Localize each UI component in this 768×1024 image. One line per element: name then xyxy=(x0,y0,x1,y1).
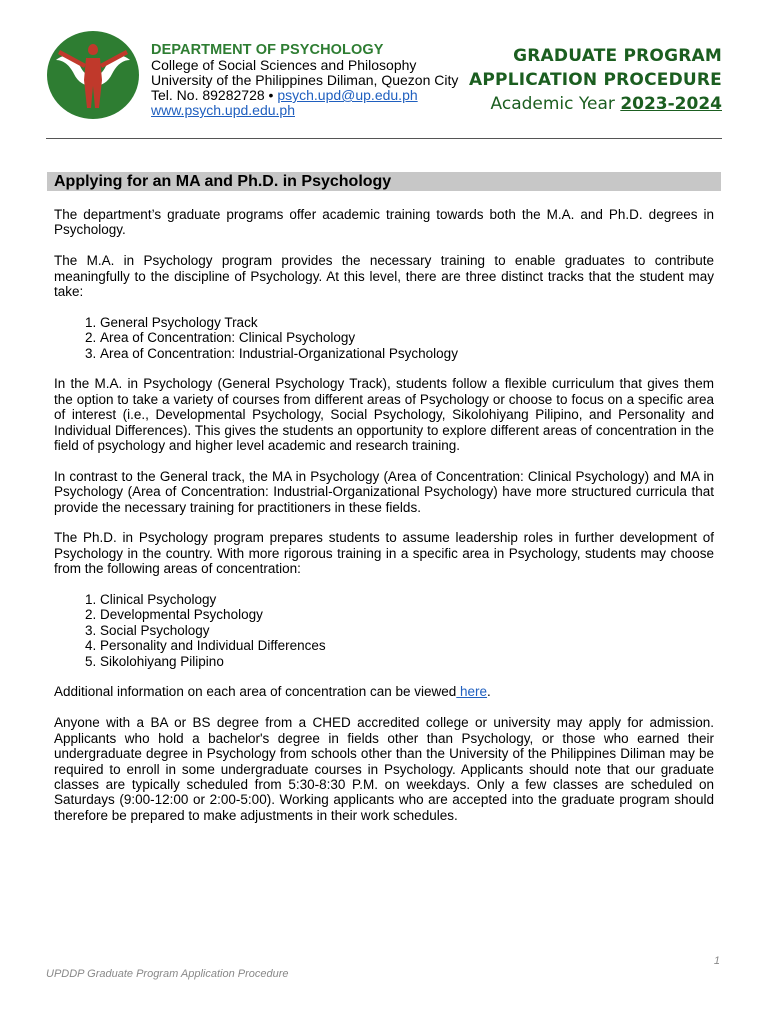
section-heading: Applying for an MA and Ph.D. in Psychology xyxy=(54,173,392,190)
website-link[interactable]: www.psych.upd.edu.ph xyxy=(151,102,295,118)
program-title-line2: APPLICATION PROCEDURE xyxy=(469,70,722,90)
list-item: 3. Area of Concentration: Industrial-Organizational Psychology xyxy=(100,346,714,361)
footer-text: UPDDP Graduate Program Application Procedure xyxy=(46,968,289,980)
document-body xyxy=(54,207,714,839)
phd-areas-list xyxy=(54,592,714,669)
paragraph-general-track: In the M.A. in Psychology (General Psychology Track), students follow a flexible curriculum that gives them the option to take a variety of courses from different areas of Psychology or choose to focus on a specific area of interest (i.e., Developmental Psychology, Social Psychology, Sikolohiyang Pilipino, and Personality and Individual Differences). This gives the students an opportunity to explore different areas of concentration in the field of psychology and higher level academic and research training. xyxy=(54,376,714,454)
list-item: 5. Sikolohiyang Pilipino xyxy=(100,654,714,669)
department-logo-icon xyxy=(46,30,140,120)
header-divider xyxy=(46,138,722,139)
email-link[interactable]: psych.upd@up.edu.ph xyxy=(277,87,418,103)
paragraph-ma-program: The M.A. in Psychology program provides the necessary training to enable graduates to contribute meaningfully to the discipline of Psychology. At this level, there are three distinct tracks that the student may take: xyxy=(54,253,714,300)
college-name: College of Social Sciences and Philosophy xyxy=(151,57,417,73)
university-name: University of the Philippines Diliman, Quezon City xyxy=(151,72,459,88)
paragraph-phd-program: The Ph.D. in Psychology program prepares students to assume leadership roles in further development of Psychology in the country. With more rigorous training in a specific area in Psychology, students may choose from the following areas of concentration: xyxy=(54,530,714,577)
page-number: 1 xyxy=(713,955,720,967)
program-title-line1: GRADUATE PROGRAM xyxy=(513,46,722,66)
paragraph-admission: Anyone with a BA or BS degree from a CHED accredited college or university may apply for admission. Applicants who hold a bachelor's degree in fields other than Psychology, or those who earned their undergraduate degree in Psychology from schools other than the University of the Philippines Diliman may be required to enroll in some undergraduate courses in Psychology. Applicants should note that our graduate classes are typically scheduled from 5:30-8:30 P.M. on weekdays. Only a few classes are scheduled on Saturdays (9:00-12:00 or 2:00-5:00). Working applicants who are accepted into the graduate program should therefore be prepared to make adjustments in their work schedules. xyxy=(54,715,714,823)
telephone: Tel. No. 89282728 • xyxy=(151,87,278,103)
program-title-block xyxy=(469,44,722,117)
paragraph-concentration-tracks: In contrast to the General track, the MA in Psychology (Area of Concentration: Clinical Psychology) and MA in Psychology (Area of Concentration: Industrial-Organizational Psychology) have more structured curricula that provide the necessary training for practitioners in these fields. xyxy=(54,468,714,515)
list-item: 2. Area of Concentration: Clinical Psychology xyxy=(100,330,714,345)
paragraph-additional-info xyxy=(54,684,714,699)
list-item: 1. Clinical Psychology xyxy=(100,592,714,607)
list-item: 2. Developmental Psychology xyxy=(100,607,714,622)
here-link[interactable]: here xyxy=(456,684,488,700)
academic-year xyxy=(469,92,722,117)
contact-line xyxy=(151,88,458,103)
department-name: DEPARTMENT OF PSYCHOLOGY xyxy=(151,42,384,58)
list-item: 4. Personality and Individual Differences xyxy=(100,638,714,653)
department-info xyxy=(151,43,458,118)
academic-year-label: Academic Year xyxy=(490,94,621,114)
paragraph-intro: The department’s graduate programs offer academic training towards both the M.A. and Ph.D. degrees in Psychology. xyxy=(54,207,714,238)
list-item: 1. General Psychology Track xyxy=(100,315,714,330)
list-item: 3. Social Psychology xyxy=(100,623,714,638)
additional-info-end: . xyxy=(487,684,491,700)
ma-tracks-list xyxy=(54,315,714,361)
additional-info-text: Additional information on each area of concentration can be viewed xyxy=(54,684,457,700)
academic-year-value: 2023-2024 xyxy=(620,94,722,114)
